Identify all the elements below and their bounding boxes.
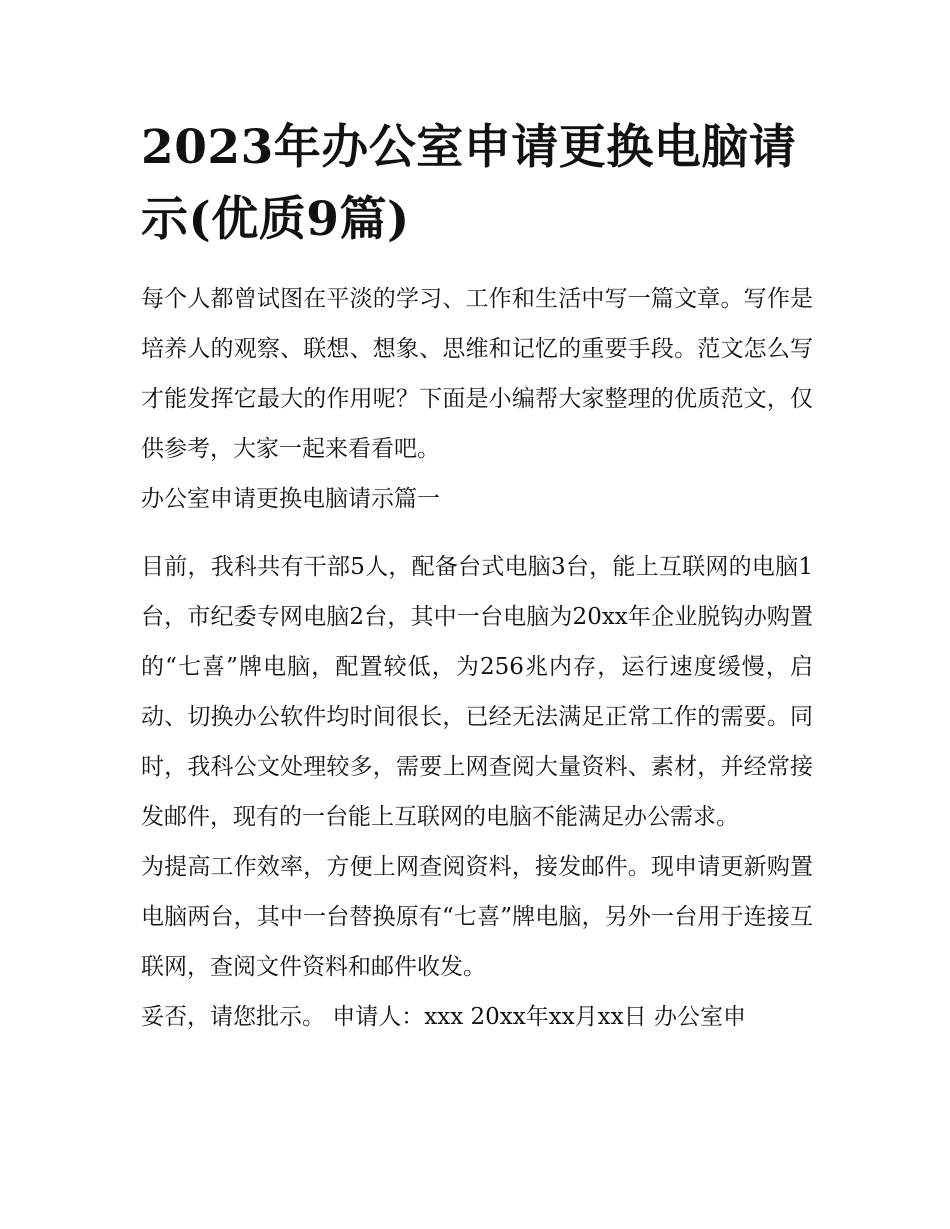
document-title: 2023年办公室申请更换电脑请示(优质9篇) bbox=[141, 120, 797, 247]
body-paragraph-3: 妥否，请您批示。 申请人：xxx 20xx年xx月xx日 办公室申 bbox=[141, 1004, 746, 1030]
intro-paragraph: 每个人都曾试图在平淡的学习、工作和生活中写一篇文章。写作是培养人的观察、联想、想象、思维和记忆的重要手段。范文怎么写才能发挥它最大的作用呢？下面是小编帮大家整理的优质范文，仅供参考，大家一起来看看吧。 bbox=[141, 286, 813, 462]
body-paragraph-2: 为提高工作效率，方便上网查阅资料，接发邮件。现申请更新购置电脑两台，其中一台替换原有“七喜”牌电脑，另外一台用于连接互联网，查阅文件资料和邮件收发。 bbox=[141, 854, 813, 980]
section-heading: 办公室申请更换电脑请示篇一 bbox=[141, 486, 440, 512]
document-page bbox=[141, 112, 813, 1042]
body-paragraph-1: 目前，我科共有干部5人，配备台式电脑3台，能上互联网的电脑1台，市纪委专网电脑2台，其中一台电脑为20xx年企业脱钩办购置的“七喜”牌电脑，配置较低，为256兆内存，运行速度缓慢，启动、切换办公软件均时间很长，已经无法满足正常工作的需要。同时，我科公文处理较多，需要上网查阅大量资料、素材，并经常接发邮件，现有的一台能上互联网的电脑不能满足办公需求。 bbox=[141, 554, 813, 830]
